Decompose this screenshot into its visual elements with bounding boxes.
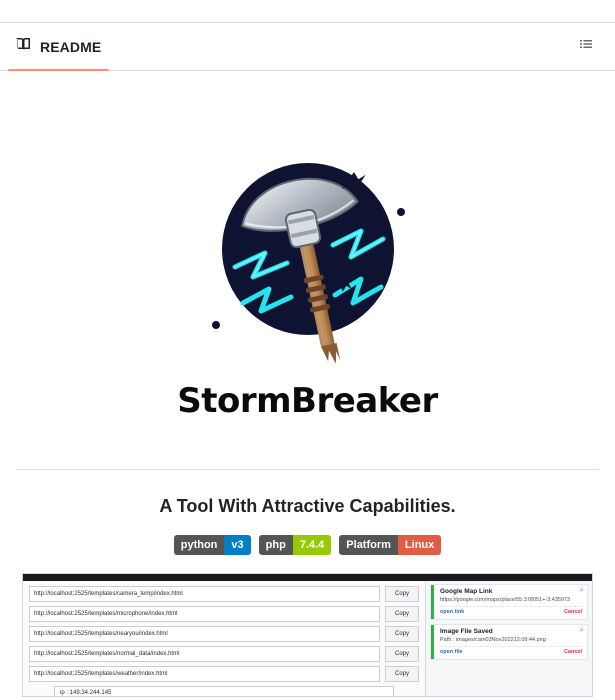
- php-badge[interactable]: [259, 535, 332, 555]
- php-badge-label: php: [259, 535, 293, 555]
- close-icon[interactable]: ✕: [578, 588, 584, 594]
- open-link-button[interactable]: open link: [440, 609, 465, 615]
- card-actions: [440, 646, 582, 655]
- platform-badge-label: Platform: [339, 535, 398, 555]
- book-icon: [16, 36, 32, 57]
- link-field[interactable]: http://localhost:2525/templates/camera_temp/index.html: [29, 586, 380, 602]
- card-title: Image File Saved: [440, 628, 493, 635]
- copy-button[interactable]: Copy: [385, 646, 419, 662]
- link-field[interactable]: http://localhost:2525/templates/nearyou/index.html: [29, 626, 380, 642]
- image-saved-card: [431, 625, 587, 659]
- list-item: [29, 666, 419, 682]
- python-badge-label: python: [174, 535, 225, 555]
- list-item: [29, 586, 419, 602]
- ip-row: [29, 686, 419, 697]
- demo-link-list: [23, 581, 425, 697]
- card-title: Google Map Link: [440, 588, 493, 595]
- copy-button[interactable]: Copy: [385, 586, 419, 602]
- cancel-button[interactable]: Cancel: [563, 609, 582, 615]
- project-wordmark: StormBreaker: [177, 381, 438, 421]
- cancel-button[interactable]: Cancel: [563, 649, 582, 655]
- ip-field[interactable]: ip : 149.34.244.145: [54, 686, 394, 697]
- link-field[interactable]: http://localhost:2525/templates/microphone/index.html: [29, 606, 380, 622]
- project-tagline: A Tool With Attractive Capabilities.: [159, 496, 456, 516]
- stormbreaker-logo-icon: [183, 127, 433, 377]
- php-badge-value: 7.4.4: [293, 535, 331, 555]
- card-actions: [440, 606, 582, 615]
- list-item: [29, 626, 419, 642]
- platform-badge[interactable]: [339, 535, 441, 555]
- open-file-button[interactable]: open file: [440, 649, 463, 655]
- list-outline-icon: [578, 36, 594, 57]
- list-item: [29, 606, 419, 622]
- link-field[interactable]: http://localhost:2525/templates/normal_data/index.html: [29, 646, 380, 662]
- readme-content: [0, 71, 615, 697]
- card-subtitle: Path : images/cam03Nov202212:09:44.png: [440, 637, 546, 643]
- repo-tabbar: [0, 23, 615, 71]
- map-link-card: [431, 585, 587, 619]
- tab-readme[interactable]: [16, 23, 109, 71]
- window-top-strip: [0, 0, 615, 23]
- platform-badge-value: Linux: [398, 535, 441, 555]
- copy-button[interactable]: Copy: [385, 606, 419, 622]
- outline-button[interactable]: [573, 34, 599, 60]
- python-badge[interactable]: [174, 535, 251, 555]
- demo-notification-panel: [425, 581, 592, 697]
- close-icon[interactable]: ✕: [578, 628, 584, 634]
- demo-window-body: [23, 581, 592, 697]
- copy-button[interactable]: Copy: [385, 626, 419, 642]
- tab-readme-label: README: [40, 38, 102, 55]
- project-logo-block: [16, 71, 599, 455]
- badge-row: [16, 535, 599, 555]
- link-field[interactable]: http://localhost:2525/templates/weather/index.html: [29, 666, 380, 682]
- demo-window-titlebar: [23, 574, 592, 581]
- copy-button[interactable]: Copy: [385, 666, 419, 682]
- demo-screenshot: [22, 573, 593, 697]
- section-divider: [16, 469, 599, 470]
- card-subtitle: https://google.com/maps/place/55.378051+-3.435973: [440, 597, 571, 603]
- list-item: [29, 646, 419, 662]
- python-badge-value: v3: [224, 535, 250, 555]
